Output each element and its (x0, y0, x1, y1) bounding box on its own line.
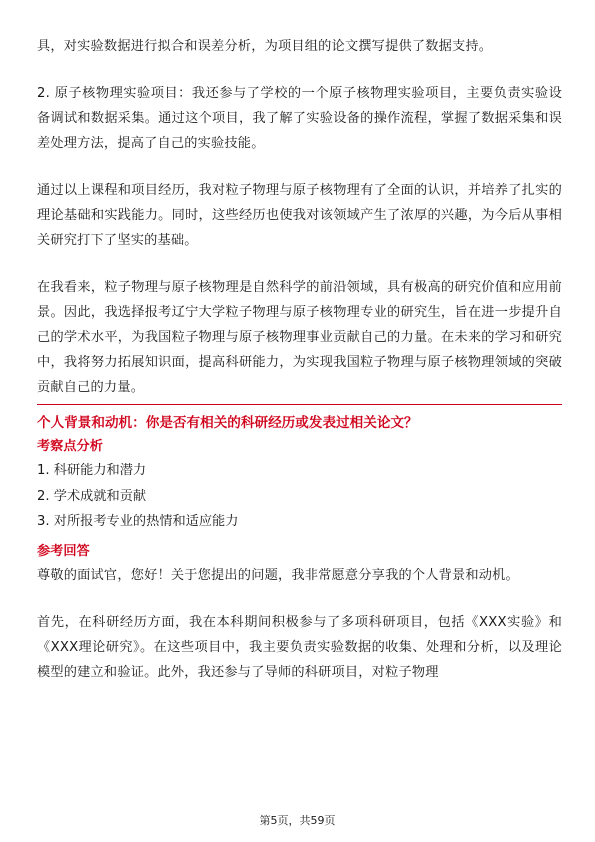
body-paragraph: 在我看来，粒子物理与原子核物理是自然科学的前沿领域，具有极高的研究价值和应用前景。因此，我选择报考辽宁大学粒子物理与原子核物理专业的研究生，旨在进一步提升自己的学术水平，为我国粒子物理与原子核物理事业贡献自己的力量。在未来的学习和研究中，我将努力拓展知识面，提高科研能力，为实现我国粒子物理与原子核物理领域的突破贡献自己的力量。 (37, 280, 562, 395)
body-paragraph: 2. 原子核物理实验项目：我还参与了学校的一个原子核物理实验项目，主要负责实验设备调试和数据采集。通过这个项目，我了解了实验设备的操作流程，掌握了数据采集和误差处理方法，提高了自己的实验技能。 (37, 86, 562, 151)
body-paragraph: 通过以上课程和项目经历，我对粒子物理与原子核物理有了全面的认识，并培养了扎实的理论基础和实践能力。同时，这些经历也使我对该领域产生了浓厚的兴趣，为今后从事相关研究打下了坚实的基础。 (37, 183, 562, 248)
answer-paragraph: 尊敬的面试官，您好！关于您提出的问题，我非常愿意分享我的个人背景和动机。 (37, 567, 519, 583)
answer-heading: 参考回答 (37, 543, 90, 559)
analysis-list-item: 1. 科研能力和潜力 (37, 463, 147, 478)
analysis-heading: 考察点分析 (37, 439, 103, 454)
question-heading: 个人背景和动机：你是否有相关的科研经历或发表过相关论文？ (37, 415, 418, 431)
body-paragraph: 具，对实验数据进行拟合和误差分析，为项目组的论文撰写提供了数据支持。 (37, 39, 493, 54)
document-content (37, 34, 562, 685)
answer-paragraph: 首先，在科研经历方面，我在本科期间积极参与了多项科研项目，包括《XXX实验》和《XXX理论研究》。在这些项目中，我主要负责实验数据的收集、处理和分析，以及理论模型的建立和验证。此外，我还参与了导师的科研项目，对粒子物理 (37, 614, 562, 680)
page-number: 第5页，共59页 (259, 814, 336, 827)
section-divider (37, 404, 562, 405)
analysis-list-item: 2. 学术成就和贡献 (37, 488, 147, 504)
analysis-list-item: 3. 对所报考专业的热情和适应能力 (37, 514, 239, 529)
